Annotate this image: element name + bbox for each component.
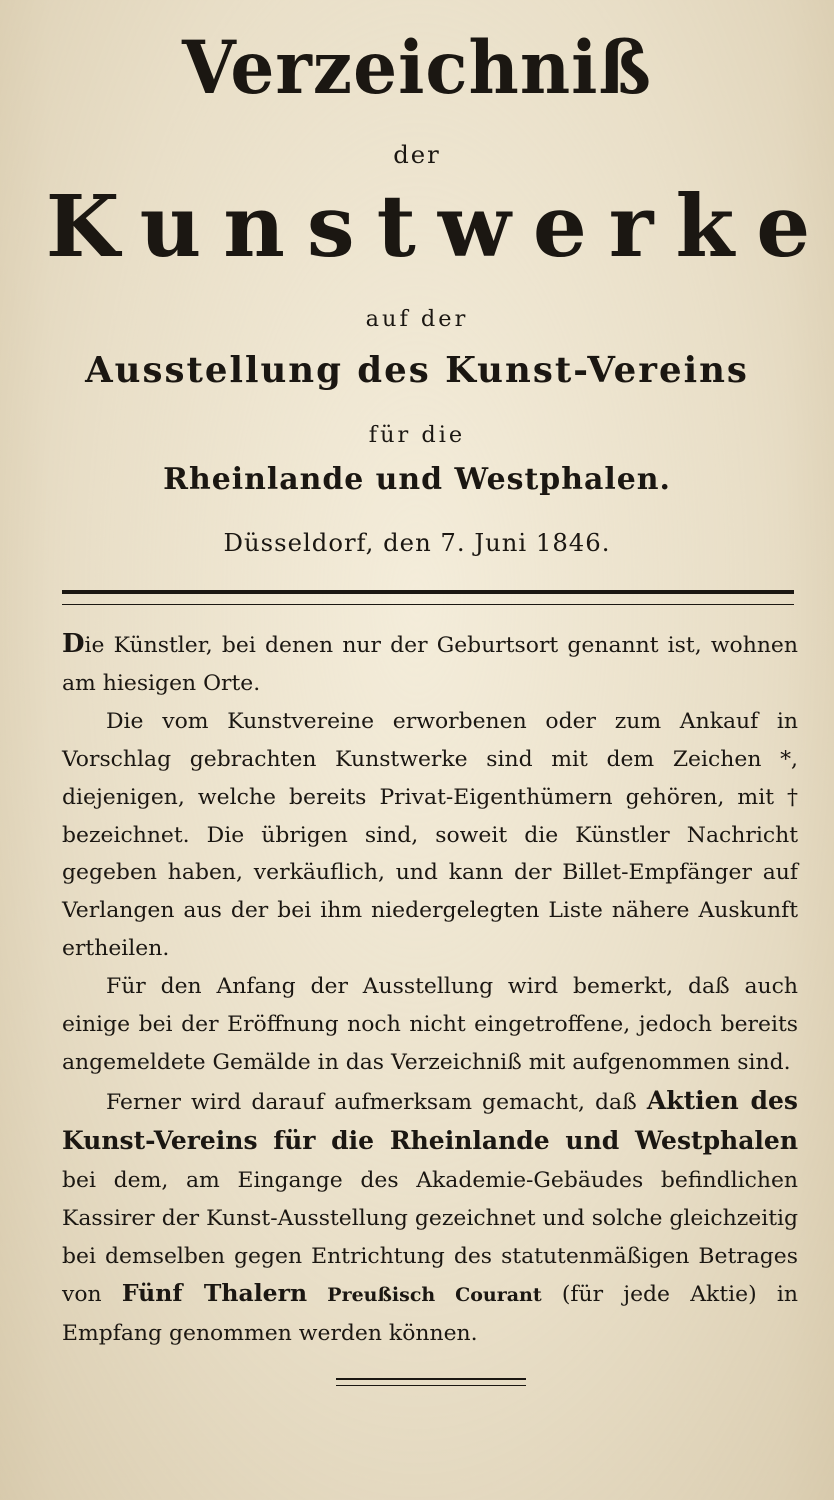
paragraph-1 bbox=[62, 626, 798, 703]
paragraph-1-text: ie Künstler, bei denen nur der Geburtsort genannt ist, wohnen am hiesigen Orte. bbox=[62, 633, 798, 696]
body-text bbox=[62, 626, 798, 1353]
paragraph-3: Für den Anfang der Ausstellung wird bemerkt, daß auch einige bei der Eröffnung noch nicht eingetroffene, jedoch bereits angemeldete Gemälde in das Verzeichniß mit aufgenommen sind. bbox=[62, 974, 798, 1075]
double-rule-divider bbox=[62, 590, 794, 605]
title-region: Rheinlande und Westphalen. bbox=[163, 462, 671, 497]
paragraph-4 bbox=[62, 1082, 798, 1353]
paragraph-4-text-f: (für jede Aktie) in Empfang genommen werden können. bbox=[62, 1282, 798, 1347]
document-title: Verzeichniß bbox=[182, 25, 652, 112]
paragraph-2: Die vom Kunstvereine erworbenen oder zum Ankauf in Vorschlag gebrachten Kunstwerke sind mit dem Zeichen *, diejenigen, welche bereits Privat-Eigenthümern gehören, mit † bezeichnet. Die übrigen sind, soweit die Künstler Nachricht gegeben haben, verkäuflich, und kann der Billet-Empfänger auf Verlangen aus der bei ihm niedergelegten Liste nähere Auskunft ertheilen. bbox=[62, 708, 798, 962]
paragraph-4-text-c: bei dem, am Eingange des Akademie-Gebäudes befindlichen Kassirer der Kunst-Ausstellung gezeichnet und solche gleichzeitig bei demselben gegen Entrichtung des statutenmäßigen Betrages von bbox=[62, 1167, 799, 1308]
title-date: Düsseldorf, den 7. Juni 1846. bbox=[223, 528, 611, 557]
title-der: der bbox=[393, 140, 441, 169]
paragraph-4-text-a: Ferner wird darauf aufmerksam gemacht, daß bbox=[106, 1089, 637, 1115]
drop-cap: D bbox=[62, 629, 85, 659]
title-kunstwerke: Kunstwerke bbox=[45, 176, 833, 276]
paragraph-4-emphasis-courant: Preußisch Courant bbox=[327, 1284, 542, 1307]
title-auf-der: auf der bbox=[365, 306, 469, 332]
title-fuer-die: für die bbox=[368, 422, 466, 448]
title-ausstellung: Ausstellung des Kunst-Vereins bbox=[85, 350, 749, 391]
end-rule-divider bbox=[336, 1378, 526, 1386]
paragraph-4-emphasis-thalern: Fünf Thalern bbox=[121, 1279, 308, 1308]
paragraph-4-emphasis-aktien: Aktien des Kunst-Vereins für die Rheinlande und Westphalen bbox=[62, 1085, 798, 1155]
